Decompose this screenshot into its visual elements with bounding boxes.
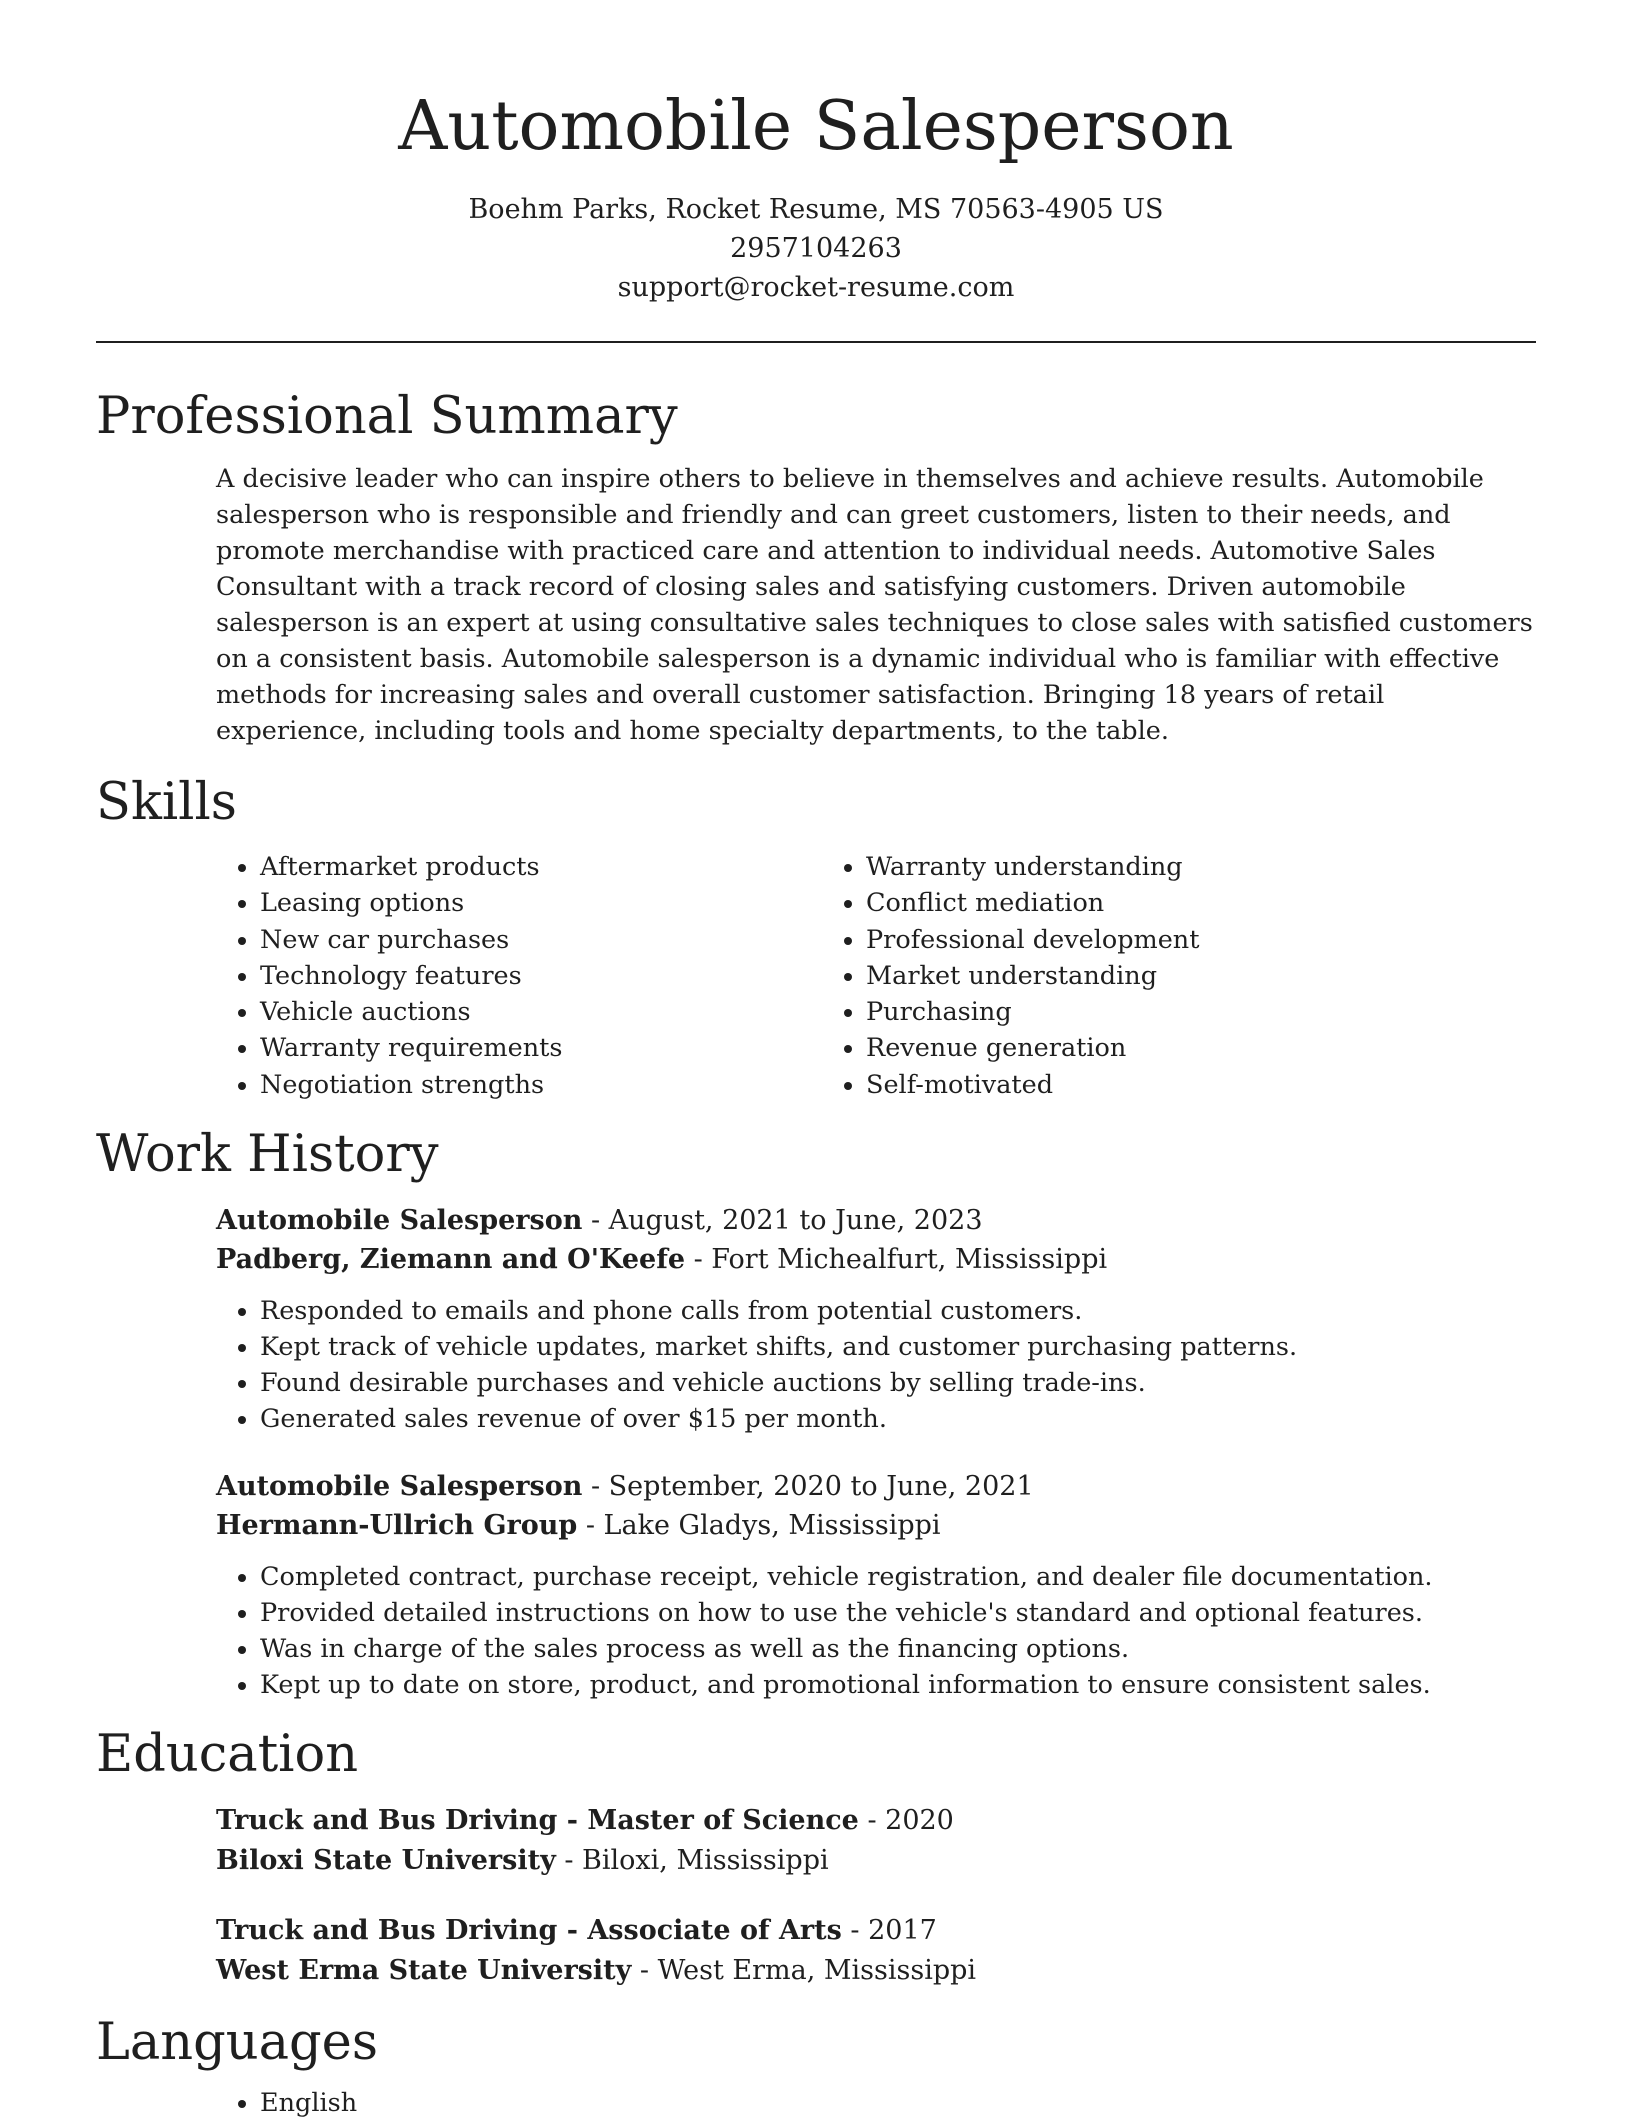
skills-list (216, 849, 1536, 1103)
summary-text: A decisive leader who can inspire others to believe in themselves and achieve results. Automobile salesperson who is responsible and friendly and can greet customers, listen to their needs, and promote merchandise with practiced care and attention to individual needs. Automotive Sales Consultant with a track record of closing sales and satisfying customers. Driven automobile salesperson is an expert at using consultative sales techniques to close sales with satisfied customers on a consistent basis. Automobile salesperson is a dynamic individual who is familiar with effective methods for increasing sales and overall customer satisfaction. Bringing 18 years of retail experience, including tools and home specialty departments, to the table. (216, 464, 1533, 746)
skill-item: • Warranty understanding (866, 849, 1536, 885)
education-section (96, 1723, 1536, 1991)
job-company-line (216, 1506, 1536, 1545)
skill-item: • Warranty requirements (260, 1030, 822, 1066)
job-position: Automobile Salesperson (216, 1205, 583, 1237)
skill-item: • Aftermarket products (260, 849, 822, 885)
languages-section (96, 2011, 1536, 2121)
job-duty: • Completed contract, purchase receipt, vehicle registration, and dealer file documentation. (260, 1559, 1536, 1595)
job-duty: • Kept track of vehicle updates, market shifts, and customer purchasing patterns. (260, 1329, 1536, 1365)
contact-phone: 2957104263 (730, 233, 902, 264)
skill-item: • Revenue generation (866, 1030, 1536, 1066)
skills-heading: Skills (96, 773, 237, 832)
education-field: Truck and Bus Driving (216, 1915, 558, 1947)
job-title-line (216, 1201, 1536, 1240)
education-entry (216, 1801, 1536, 1881)
job-company-line (216, 1240, 1536, 1279)
education-heading: Education (96, 1725, 359, 1785)
education-degree: - Associate of Arts (557, 1915, 842, 1947)
skills-column-left (216, 849, 822, 1103)
contact-address: Boehm Parks, Rocket Resume, MS 70563-4905 US (468, 194, 1164, 225)
education-year: - 2020 (858, 1805, 954, 1837)
skill-item: • Conflict mediation (866, 885, 1536, 921)
job-position: Automobile Salesperson (216, 1471, 583, 1503)
job-entry (216, 1201, 1536, 1437)
education-degree-line (216, 1801, 1536, 1841)
education-school-line (216, 1841, 1536, 1881)
job-duties (216, 1293, 1536, 1437)
education-degree: - Master of Science (557, 1805, 859, 1837)
job-location: - Lake Gladys, Mississippi (577, 1510, 941, 1542)
education-entry (216, 1911, 1536, 1991)
job-duty: • Was in charge of the sales process as well as the financing options. (260, 1631, 1536, 1667)
education-school: West Erma State University (216, 1955, 632, 1987)
resume-title: Automobile Salesperson (398, 87, 1234, 166)
summary-section (96, 385, 1536, 749)
languages-heading: Languages (96, 2013, 379, 2073)
skill-item: • Negotiation strengths (260, 1067, 822, 1103)
skill-item: • Self-motivated (866, 1067, 1536, 1103)
skill-item: • Purchasing (866, 994, 1536, 1030)
language-item: • English (260, 2085, 1536, 2121)
job-duty: • Kept up to date on store, product, and promotional information to ensure consistent sales. (260, 1667, 1536, 1703)
header-divider (96, 341, 1536, 343)
education-school-line (216, 1951, 1536, 1991)
skill-item: • New car purchases (260, 922, 822, 958)
education-year: - 2017 (841, 1915, 937, 1947)
job-duties (216, 1559, 1536, 1703)
contact-info (96, 190, 1536, 307)
education-school: Biloxi State University (216, 1845, 556, 1877)
skill-item: • Market understanding (866, 958, 1536, 994)
job-duty: • Found desirable purchases and vehicle auctions by selling trade-ins. (260, 1365, 1536, 1401)
job-location: - Fort Michealfurt, Mississippi (685, 1244, 1108, 1276)
job-title-line (216, 1467, 1536, 1506)
contact-email: support@rocket-resume.com (617, 272, 1015, 303)
job-duty: • Provided detailed instructions on how to use the vehicle's standard and optional features. (260, 1595, 1536, 1631)
skill-item: • Technology features (260, 958, 822, 994)
skills-section (96, 771, 1536, 1103)
job-company: Hermann-Ullrich Group (216, 1510, 578, 1542)
skills-column-right (822, 849, 1536, 1103)
resume-header (96, 0, 1536, 307)
job-company: Padberg, Ziemann and O'Keefe (216, 1244, 685, 1276)
job-dates: - September, 2020 to June, 2021 (582, 1471, 1034, 1503)
languages-list (216, 2085, 1536, 2121)
skill-item: • Professional development (866, 922, 1536, 958)
summary-heading: Professional Summary (96, 387, 678, 446)
education-location: - Biloxi, Mississippi (555, 1845, 829, 1877)
job-duty: • Responded to emails and phone calls from potential customers. (260, 1293, 1536, 1329)
job-entry (216, 1467, 1536, 1703)
work-history-section (96, 1123, 1536, 1703)
job-dates: - August, 2021 to June, 2023 (582, 1205, 983, 1237)
skill-item: • Vehicle auctions (260, 994, 822, 1030)
education-degree-line (216, 1911, 1536, 1951)
skill-item: • Leasing options (260, 885, 822, 921)
work-history-heading: Work History (96, 1125, 439, 1185)
education-field: Truck and Bus Driving (216, 1805, 558, 1837)
education-location: - West Erma, Mississippi (631, 1955, 977, 1987)
job-duty: • Generated sales revenue of over $15 per month. (260, 1401, 1536, 1437)
